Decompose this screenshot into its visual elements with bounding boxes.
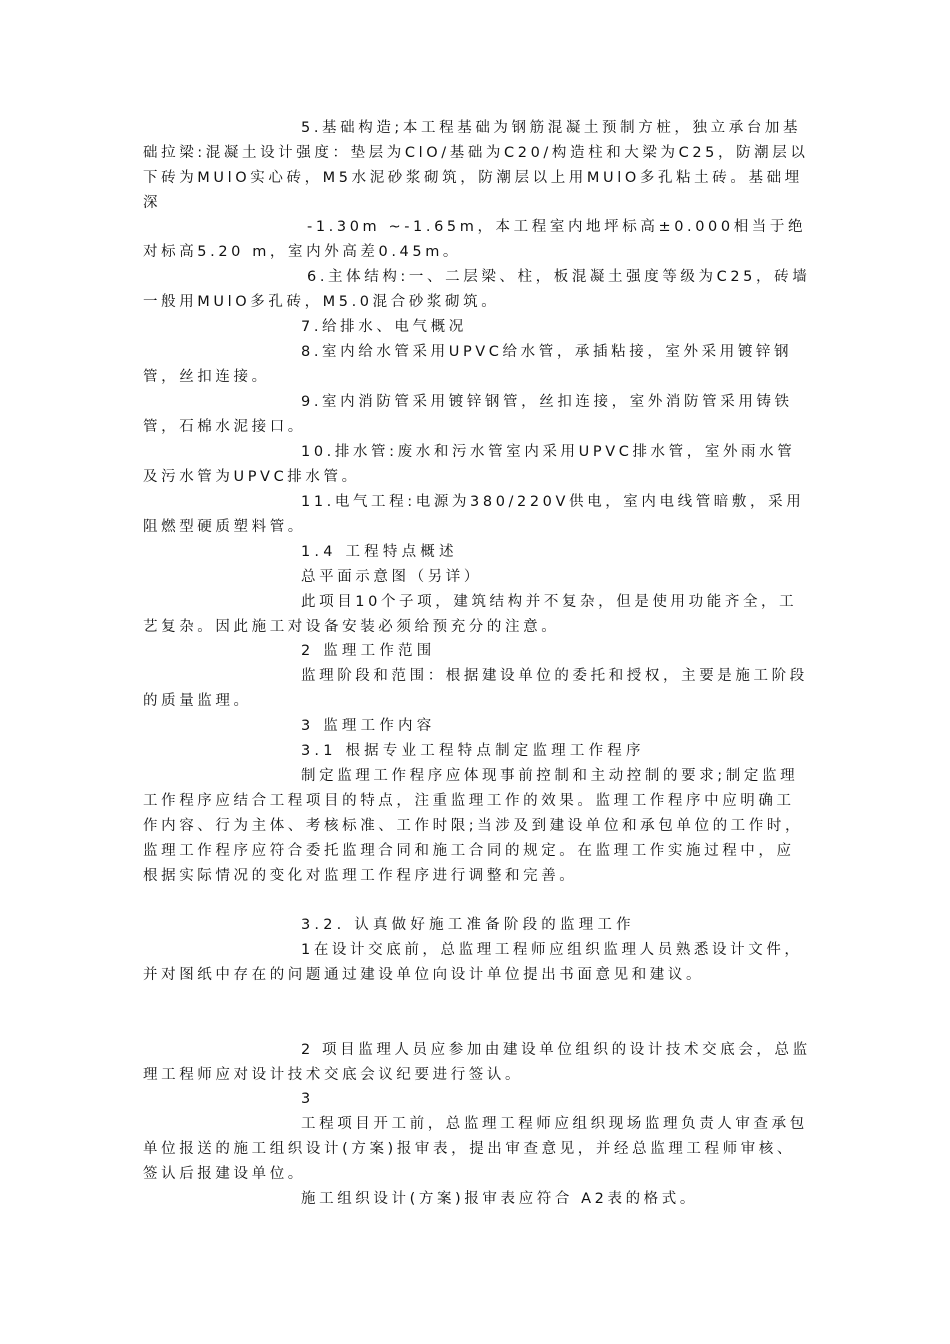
paragraph-site-plan: 总平面示意图（另详） (301, 569, 482, 585)
paragraph-item-3: 工程项目开工前，总监理工程师应组织现场监理负责人审查承包单位报送的施工组织设计(方案)报审表，提出审查意见，并经总监理工程师审核、签认后报建设单位。 (143, 1116, 808, 1182)
paragraph-water-supply: 8.室内给水管采用UPVC给水管，承插粘接，室外采用镀锌钢管，丝扣连接。 (143, 344, 793, 385)
paragraph-project-summary: 此项目10个子项，建筑结构并不复杂，但是使用功能齐全，工艺复杂。因此施工对设备安装必须给预充分的注意。 (143, 594, 798, 635)
paragraph-item-2: 2 项目监理人员应参加由建设单位组织的设计技术交底会，总监理工程师应对设计技术交底会议纪要进行签认。 (143, 1042, 811, 1083)
paragraph-drainage: 10.排水管:废水和污水管室内采用UPVC排水管，室外雨水管及污水管为UPVC排水管。 (143, 444, 796, 485)
paragraph-a2-form: 施工组织设计(方案)报审表应符合 A2表的格式。 (301, 1191, 698, 1207)
heading-supervision-content: 3 监理工作内容 (301, 718, 436, 734)
paragraph-work-procedure: 制定监理工作程序应体现事前控制和主动控制的要求;制定监理工作程序应结合工程项目的特点，注重监理工作的效果。监理工作程序中应明确工作内容、行为主体、考核标准、工作时限;当涉及到建设单位和承包单位的工作时，监理工作程序应符合委托监理合同和施工合同的规定。在监理工作实施过程中，应根据实际情况的变化对监理工作程序进行调整和完善。 (143, 768, 804, 884)
paragraph-elevation: -1.30m ~-1.65m，本工程室内地坪标高±0.000相当于绝对标高5.20 m，室内外高差0.45m。 (143, 219, 807, 260)
paragraph-supervision-scope: 监理阶段和范围：根据建设单位的委托和授权，主要是施工阶段的质量监理。 (143, 668, 808, 709)
paragraph-heading-plumbing-electrical: 7.给排水、电气概况 (301, 319, 467, 335)
paragraph-main-structure: 6.主体结构:一、二层梁、柱，板混凝土强度等级为C25，砖墙一般用MUlO多孔砖，M5.0混合砂浆砌筑。 (143, 269, 811, 310)
heading-project-features: 1.4 工程特点概述 (301, 544, 458, 560)
heading-preparation-stage: 3.2. 认真做好施工准备阶段的监理工作 (301, 917, 635, 933)
paragraph-electrical: 11.电气工程:电源为380/220V供电，室内电线管暗敷，采用阻燃型硬质塑料管。 (143, 494, 805, 535)
heading-work-procedure: 3.1 根据专业工程特点制定监理工作程序 (301, 743, 645, 759)
paragraph-item-1: 1在设计交底前，总监理工程师应组织监理人员熟悉设计文件，并对图纸中存在的问题通过建设单位向设计单位提出书面意见和建议。 (143, 942, 803, 983)
heading-supervision-scope: 2 监理工作范围 (301, 643, 436, 659)
paragraph-item-3-number: 3 (301, 1091, 314, 1107)
paragraph-fire-pipe: 9.室内消防管采用镀锌钢管，丝扣连接，室外消防管采用铸铁管，石棉水泥接口。 (143, 394, 793, 435)
paragraph-foundation-structure: 5.基础构造;本工程基础为钢筋混凝土预制方桩，独立承台加基础拉梁:混凝土设计强度：垫层为ClO/基础为C20/构造柱和大梁为C25，防潮层以下砖为MUlO实心砖，M5水泥砂浆砌筑，防潮层以上用MUlO多孔粘土砖。基础埋深 (143, 120, 809, 211)
